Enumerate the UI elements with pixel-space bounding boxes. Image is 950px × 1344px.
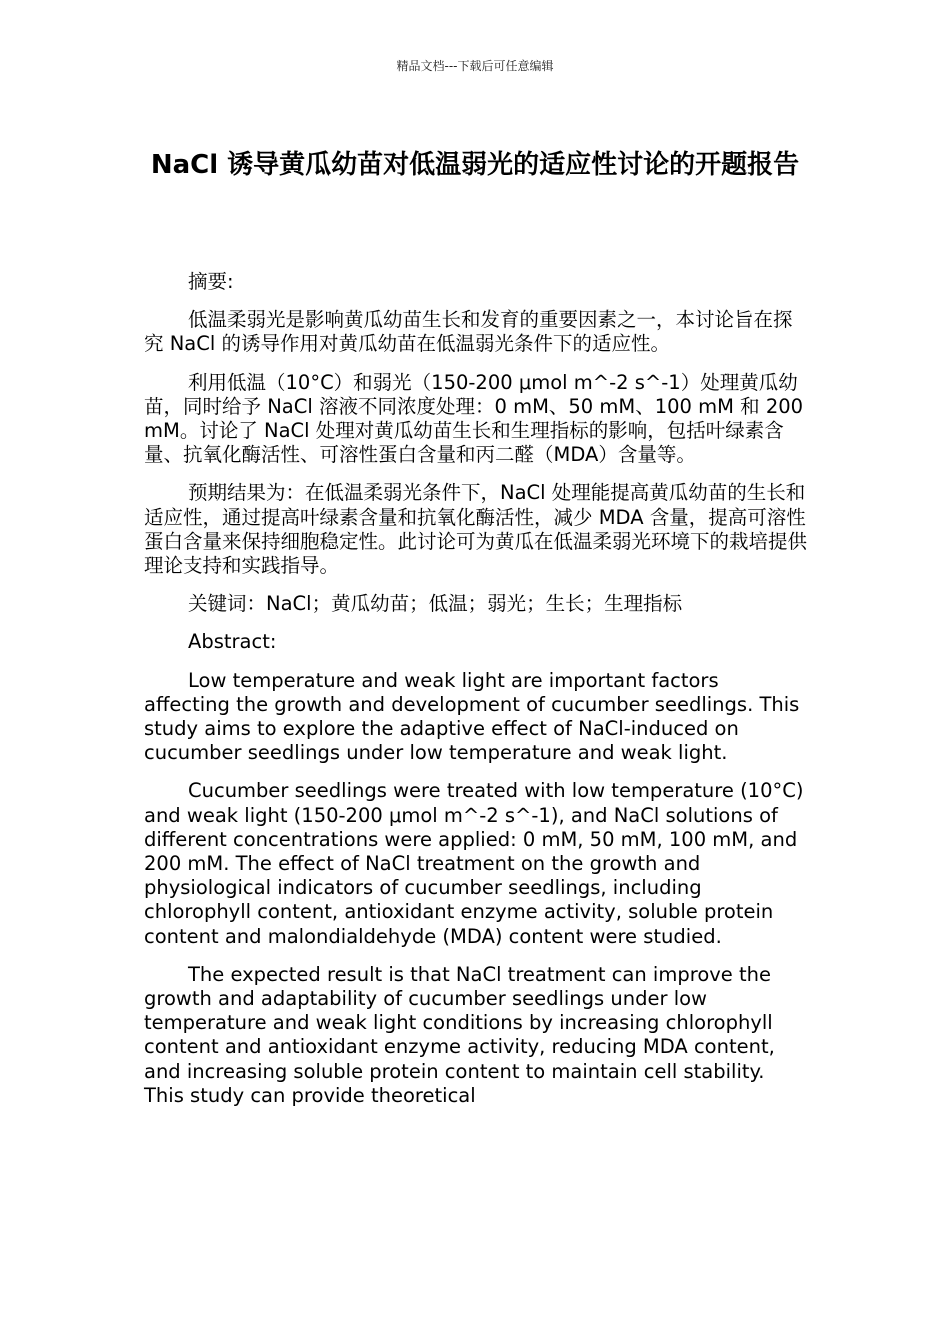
abstract-paragraph-en-2: Cucumber seedlings were treated with low temperature (10°C) and weak light (150-200 μmol m^-2 s^-1), and NaCl solutions of different concentrations were applied: 0 mM, 50 mM, 100 mM, and 200 mM. The effect of NaCl treatment on the growth and physiological indicators of cucumber seedlings, including chlorophyll content, antioxidant enzyme activity, soluble protein content and malondialdehyde (MDA) content were studied.: [144, 779, 804, 948]
document-body: [144, 270, 808, 1122]
abstract-paragraph-en-1: Low temperature and weak light are important factors affecting the growth and development of cucumber seedlings. This study aims to explore the adaptive effect of NaCl-induced on cucumber seedlings under low temperature and weak light.: [144, 668, 800, 765]
abstract-paragraph-cn-3: 预期结果为：在低温柔弱光条件下，NaCl 处理能提高黄瓜幼苗的生长和适应性，通过提高叶绿素含量和抗氧化酶活性，减少 MDA 含量，提高可溶性蛋白含量来保持细胞稳定性。此讨论可为黄瓜在低温柔弱光环境下的栽培提供理论支持和实践指导。: [144, 481, 808, 578]
abstract-paragraph-cn-1: 低温柔弱光是影响黄瓜幼苗生长和发育的重要因素之一，本讨论旨在探究 NaCl 的诱导作用对黄瓜幼苗在低温弱光条件下的适应性。: [144, 308, 793, 356]
abstract-paragraph-en-3: The expected result is that NaCl treatment can improve the growth and adaptability of cucumber seedlings under low temperature and weak light conditions by increasing chlorophyll content and antioxidant enzyme activity, reducing MDA content, and increasing soluble protein content to maintain cell stability. This study can provide theoretical: [144, 962, 775, 1107]
document-title: NaCl 诱导黄瓜幼苗对低温弱光的适应性讨论的开题报告: [150, 150, 800, 180]
header-note: 精品文档---下载后可任意编辑: [396, 59, 554, 73]
abstract-paragraph-cn-2: 利用低温（10°C）和弱光（150-200 μmol m^-2 s^-1）处理黄瓜幼苗，同时给予 NaCl 溶液不同浓度处理：0 mM、50 mM、100 mM 和 200 mM。讨论了 NaCl 处理对黄瓜幼苗生长和生理指标的影响，包括叶绿素含量、抗氧化酶活性、可溶性蛋白含量和丙二醛（MDA）含量等。: [144, 370, 804, 467]
abstract-label-en: Abstract:: [188, 630, 277, 654]
abstract-label-cn: 摘要:: [188, 270, 234, 293]
keywords-cn: 关键词：NaCl；黄瓜幼苗；低温；弱光；生长；生理指标: [188, 592, 683, 616]
